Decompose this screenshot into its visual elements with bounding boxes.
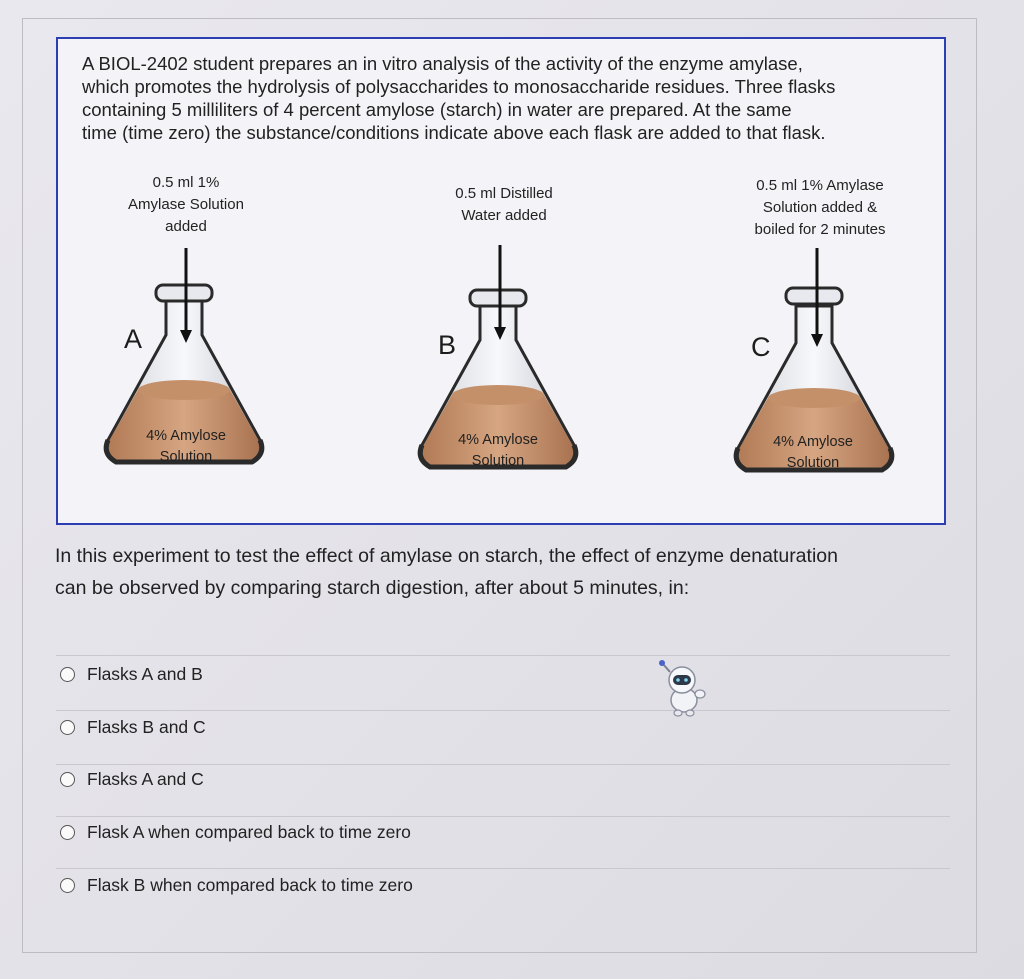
flask-c-label-line: 0.5 ml 1% Amylase <box>756 177 884 194</box>
flask-a-label-line: added <box>165 218 207 235</box>
flask-c-label <box>730 175 910 241</box>
divider <box>56 655 950 656</box>
flask-c-label-line: Solution added & <box>762 199 878 216</box>
flask-c-solution-line: 4% Amylose <box>773 434 853 450</box>
liquid-surface <box>768 388 860 408</box>
flask-b-solution-label <box>438 430 558 472</box>
divider <box>56 764 950 765</box>
option-label: Flasks B and C <box>87 717 206 737</box>
flask-rim <box>156 285 212 301</box>
answer-option-flask-a-time-zero[interactable] <box>60 822 411 843</box>
option-label: Flasks A and C <box>87 769 204 789</box>
flask-c-solution-label <box>753 432 873 474</box>
flask-c-letter: C <box>751 332 771 362</box>
intro-line: which promotes the hydrolysis of polysaccharides to monosaccharide residues. Three flasks <box>82 76 836 97</box>
flask-b-label-line: 0.5 ml Distilled <box>455 185 553 202</box>
answer-option-b-and-c[interactable] <box>60 717 206 738</box>
answer-option-a-and-c[interactable] <box>60 769 204 790</box>
radio-button[interactable] <box>60 825 75 840</box>
intro-line: A BIOL-2402 student prepares an in vitro analysis of the activity of the enzyme amylase, <box>82 53 803 74</box>
flask-b-solution-line: 4% Amylose <box>458 432 538 448</box>
flask-a-label <box>106 172 266 238</box>
prompt-line: can be observed by comparing starch digestion, after about 5 minutes, in: <box>55 577 690 599</box>
question-intro <box>82 52 932 144</box>
flask-c-label-line: boiled for 2 minutes <box>754 221 886 238</box>
radio-button[interactable] <box>60 772 75 787</box>
flask-a-label-line: 0.5 ml 1% <box>152 174 220 191</box>
prompt-line: In this experiment to test the effect of amylase on starch, the effect of enzyme denaturation <box>55 545 838 567</box>
answer-option-a-and-b[interactable] <box>60 664 203 685</box>
option-label: Flasks A and B <box>87 664 203 684</box>
answer-option-flask-b-time-zero[interactable] <box>60 875 413 896</box>
option-label: Flask A when compared back to time zero <box>87 822 411 842</box>
divider <box>56 868 950 869</box>
radio-button[interactable] <box>60 878 75 893</box>
liquid-surface <box>452 385 544 405</box>
question-prompt <box>55 540 965 604</box>
divider <box>56 710 950 711</box>
intro-line: time (time zero) the substance/conditions indicate above each flask are added to that flask. <box>82 122 826 143</box>
flask-b-solution-line: Solution <box>471 453 525 469</box>
flask-a-letter: A <box>124 324 143 354</box>
flask-b-letter: B <box>438 330 457 360</box>
flask-b-label-line: Water added <box>461 207 547 224</box>
option-label: Flask B when compared back to time zero <box>87 875 413 895</box>
flask-a-solution-line: 4% Amylose <box>146 428 226 444</box>
flask-rim <box>786 288 842 304</box>
divider <box>56 816 950 817</box>
intro-line: containing 5 milliliters of 4 percent amylose (starch) in water are prepared. At the same <box>82 99 792 120</box>
radio-button[interactable] <box>60 667 75 682</box>
radio-button[interactable] <box>60 720 75 735</box>
liquid-surface <box>138 380 230 400</box>
flask-a-solution-label <box>126 426 246 468</box>
mascot-icon <box>654 658 714 718</box>
flask-c-solution-line: Solution <box>786 455 840 471</box>
flask-rim <box>470 290 526 306</box>
flask-b-label <box>424 183 584 227</box>
flask-a-label-line: Amylase Solution <box>128 196 244 213</box>
flask-a-solution-line: Solution <box>159 449 213 465</box>
